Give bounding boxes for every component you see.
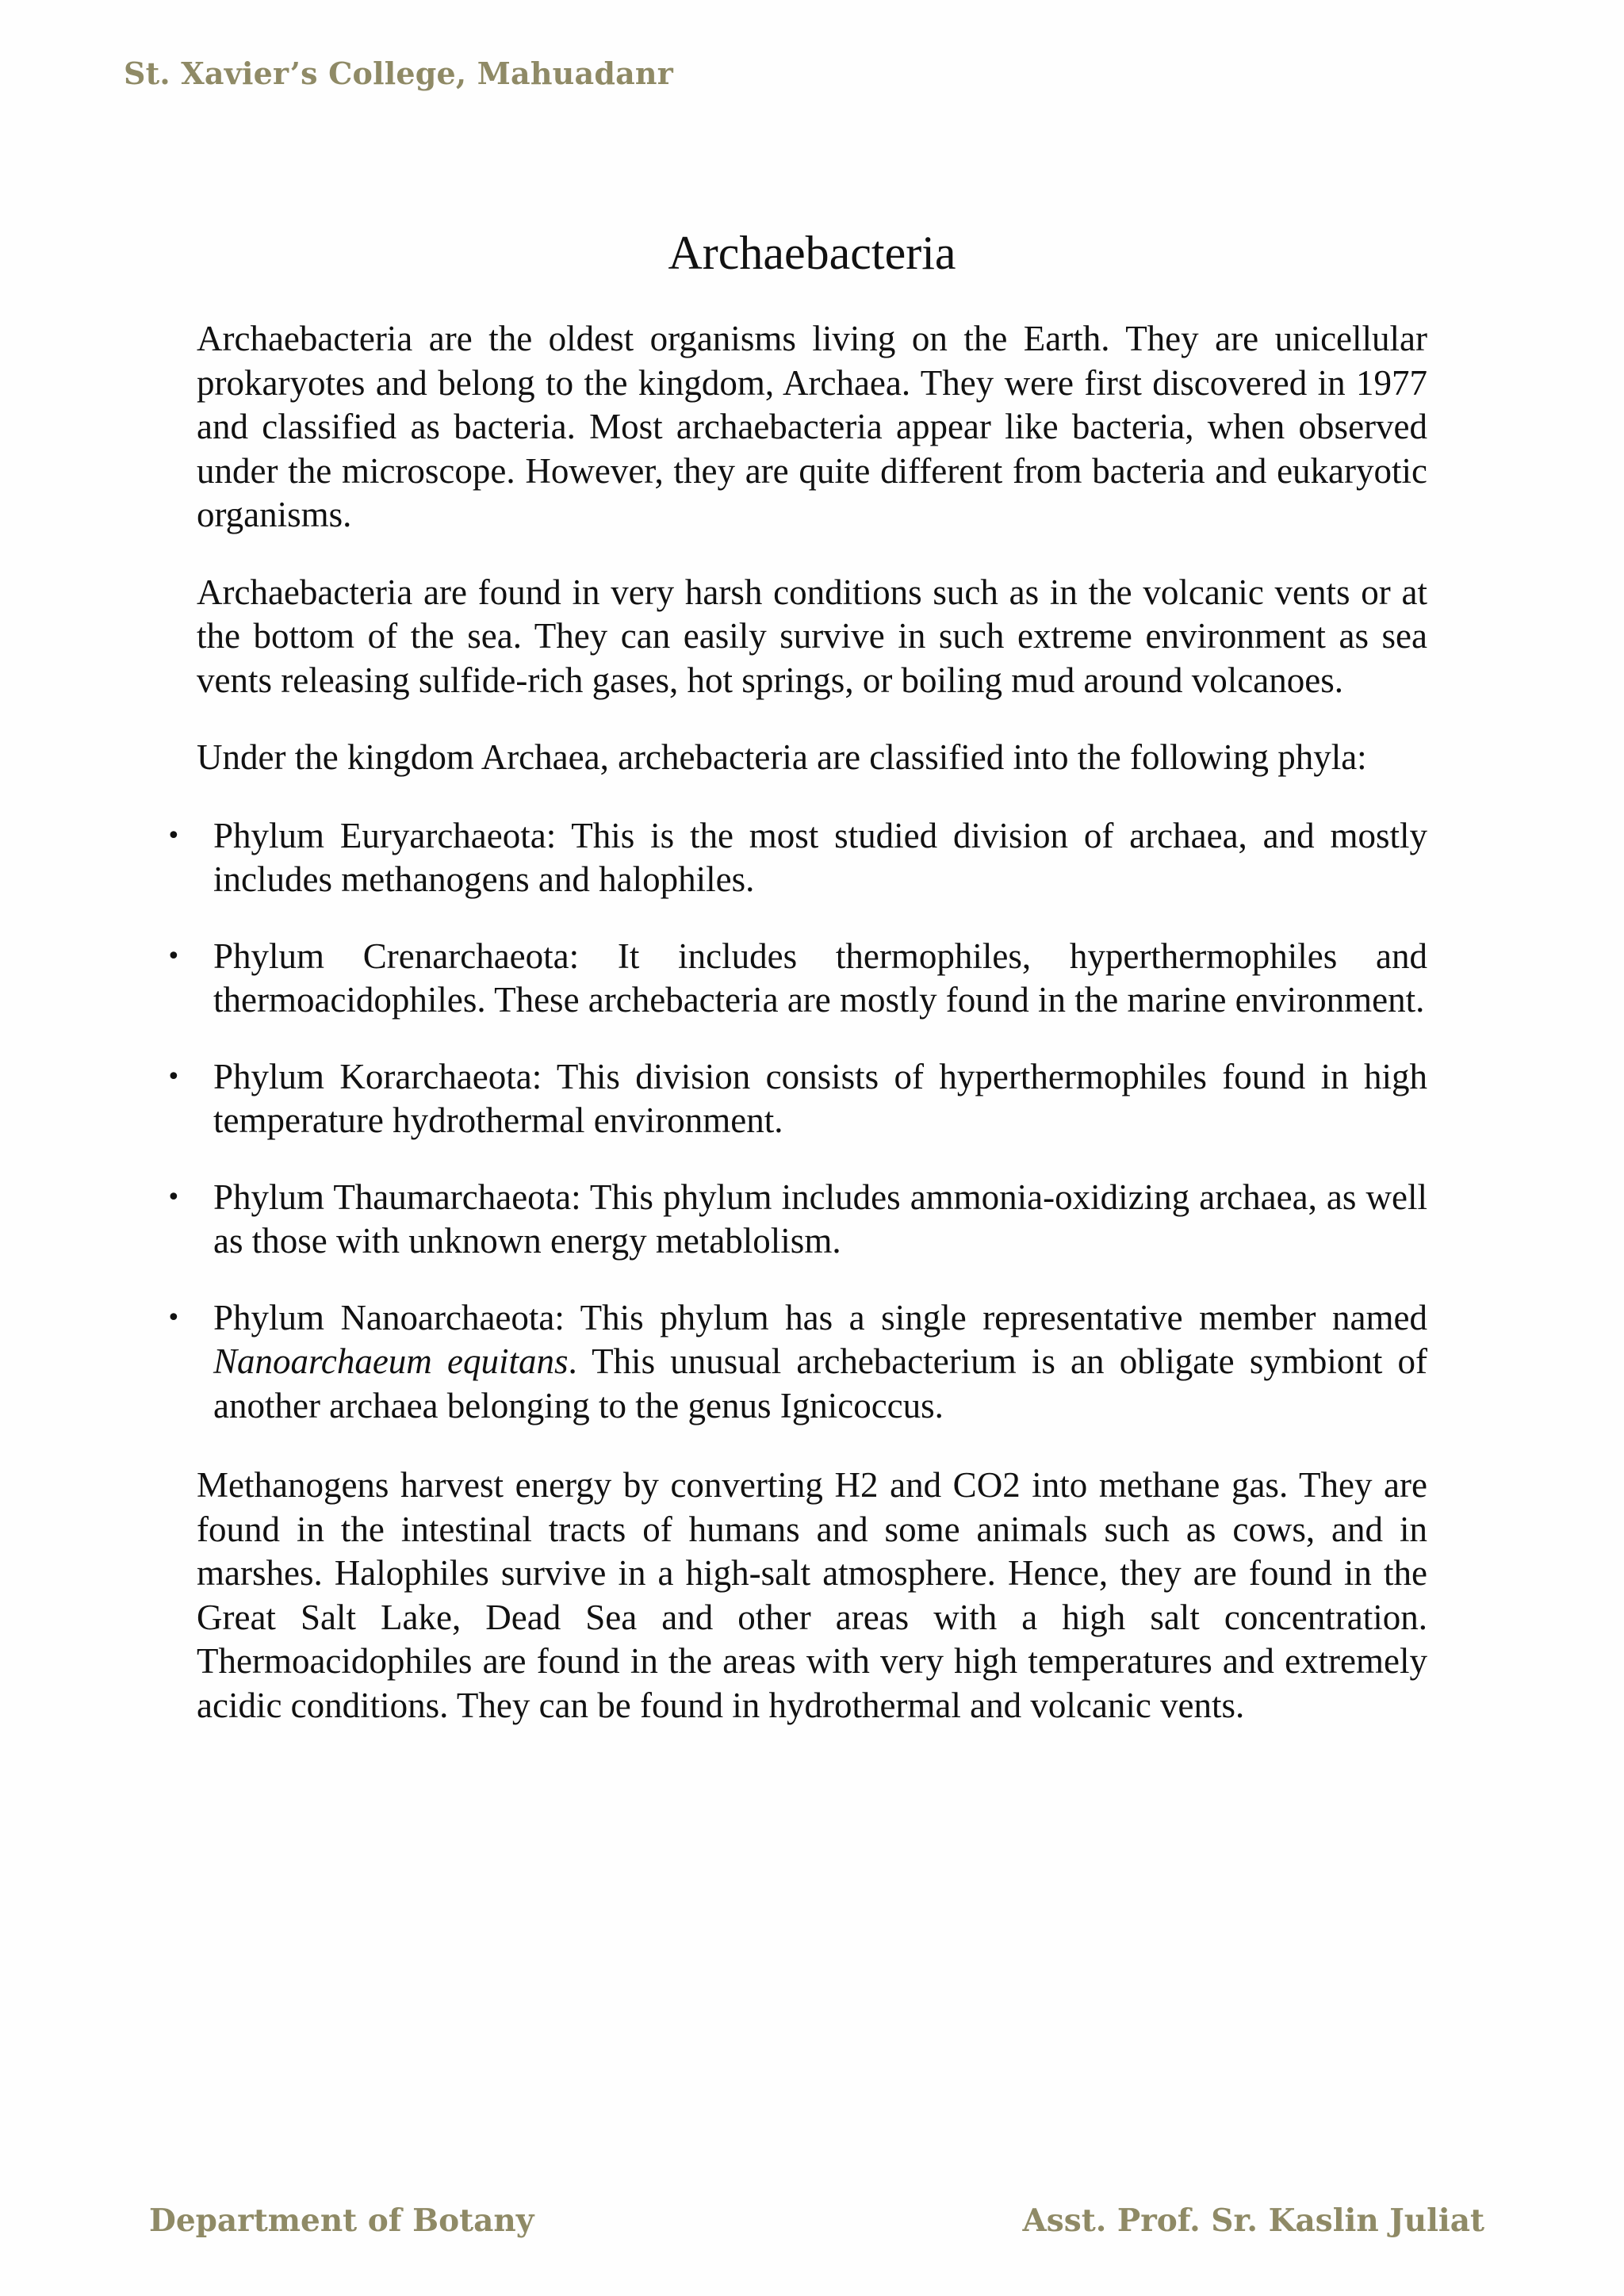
list-item-text: Phylum Euryarchaeota: This is the most studied division of archaea, and mostly includes methanogens and halophiles. <box>213 815 1427 899</box>
list-item-text: Phylum Crenarchaeota: It includes thermophiles, hyperthermophiles and thermoacidophiles. These archebacteria are mostly found in the marine environment. <box>213 936 1427 1020</box>
footer-author: Asst. Prof. Sr. Kaslin Juliat <box>1022 2202 1484 2239</box>
intro-paragraph: Archaebacteria are the oldest organisms living on the Earth. They are unicellular prokaryotes and belong to the kingdom, Archaea. They were first discovered in 1977 and classified as bacteria. Most archaebacteria appear like bacteria, when observed under the microscope. However, they are quite different from bacteria and eukaryotic organisms. <box>197 319 1427 534</box>
list-item-text-after: . This unusual archebacterium is an obligate symbiont of another archaea belonging to the genus Ignicoccus. <box>213 1341 1427 1425</box>
document-body <box>167 317 1427 1728</box>
list-item-text: Phylum Korarchaeota: This division consists of hyperthermophiles found in high temperature hydrothermal environment. <box>213 1056 1427 1140</box>
phyla-list <box>167 814 1427 1429</box>
bullet-icon: • <box>167 1062 181 1091</box>
habitat-paragraph: Archaebacteria are found in very harsh conditions such as in the volcanic vents or at the bottom of the sea. They can easily survive in such extreme environment as sea vents releasing sulfide-rich gases, hot springs, or boiling mud around volcanoes. <box>197 572 1427 700</box>
list-item-text: Phylum Thaumarchaeota: This phylum includes ammonia-oxidizing archaea, as well as those with unknown energy metablolism. <box>213 1177 1427 1261</box>
list-item <box>167 1176 1427 1264</box>
bullet-icon: • <box>167 1303 181 1332</box>
bullet-icon: • <box>167 942 181 970</box>
footer-department: Department of Botany <box>149 2202 534 2239</box>
header-college-name: St. Xavier’s College, Mahuadanr <box>124 55 673 91</box>
bullet-icon: • <box>167 1183 181 1211</box>
species-name: Nanoarchaeum equitans <box>213 1341 569 1381</box>
list-item <box>167 935 1427 1023</box>
list-item <box>167 1296 1427 1429</box>
list-item-text-before: Phylum Nanoarchaeota: This phylum has a single representative member named <box>213 1297 1427 1337</box>
document-title: Archaebacteria <box>668 227 956 279</box>
list-item <box>167 814 1427 902</box>
classification-paragraph: Under the kingdom Archaea, archebacteria are classified into the following phyla: <box>197 737 1367 777</box>
metabolism-paragraph: Methanogens harvest energy by converting H2 and CO2 into methane gas. They are found in the intestinal tracts of humans and some animals such as cows, and in marshes. Halophiles survive in a high-salt atmosphere. Hence, they are found in the Great Salt Lake, Dead Sea and other areas with a high salt concentration. Thermoacidophiles are found in the areas with very high temperatures and extremely acidic conditions. They can be found in hydrothermal and volcanic vents. <box>197 1465 1427 1725</box>
bullet-icon: • <box>167 821 181 850</box>
list-item <box>167 1055 1427 1143</box>
